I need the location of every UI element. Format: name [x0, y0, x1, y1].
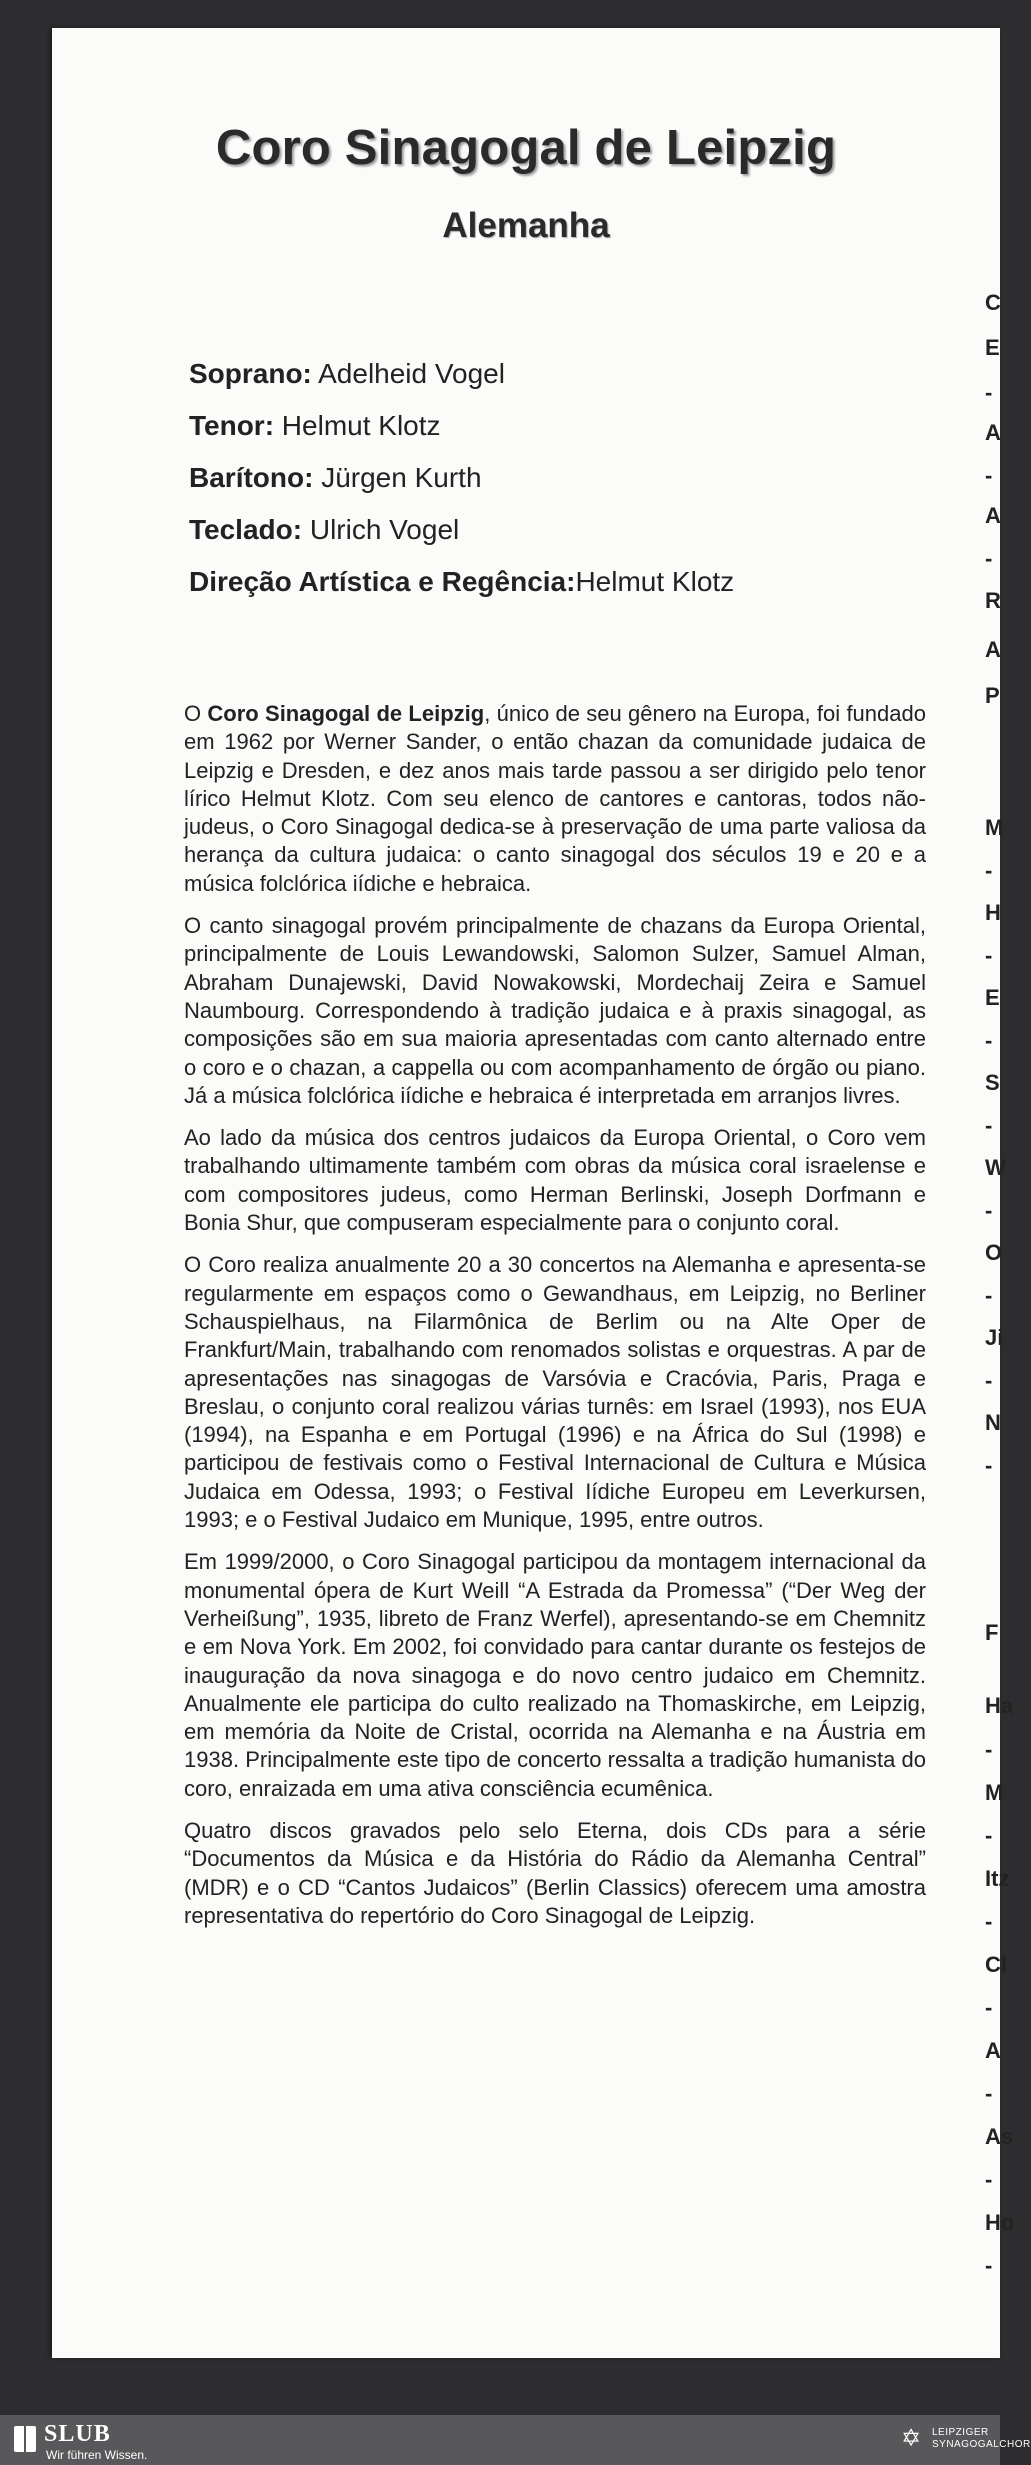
edge-fragment: E [985, 985, 1000, 1010]
cast-role: Soprano: [189, 358, 312, 389]
cast-member: Jürgen Kurth [313, 462, 482, 493]
edge-fragment: - [985, 858, 993, 883]
edge-fragment: C [985, 290, 1001, 315]
edge-fragment: A [985, 420, 1001, 445]
edge-fragment: N [985, 1410, 1001, 1435]
edge-fragment: Ha [985, 1693, 1014, 1718]
document-subtitle: Alemanha [442, 206, 610, 245]
edge-fragment: A [985, 2038, 1001, 2063]
edge-fragment: - [985, 1453, 993, 1478]
edge-fragment: - [985, 546, 993, 571]
choir-logo-line-2: SYNAGOGALCHOR [932, 2439, 1031, 2450]
edge-fragment: Itz [985, 1866, 1010, 1891]
edge-fragment: - [985, 1368, 993, 1393]
cast-role: Tenor: [189, 410, 275, 441]
paragraph-3: Ao lado da música dos centros judaicos da Europa Oriental, o Coro vem trabalhando ultimamente também com obras da música coral israelense e com compositores judeus, como Herman Berlinski, Joseph Dorfmann e Bonia Shur, que compuseram especialmente para o conjunto coral. [184, 1125, 926, 1236]
edge-fragment: F [985, 1620, 999, 1645]
edge-fragment: As [985, 2124, 1014, 2149]
cast-role: Direção Artística e Regência: [189, 566, 576, 597]
edge-fragment: - [985, 1823, 993, 1848]
edge-fragment: A [985, 637, 1001, 662]
edge-fragment: E [985, 335, 1000, 360]
edge-fragment: R [985, 588, 1001, 613]
cast-member: Ulrich Vogel [302, 514, 460, 545]
cast-item-baritone [189, 452, 969, 504]
cast-role: Barítono: [189, 462, 314, 493]
paragraph-4: O Coro realiza anualmente 20 a 30 concertos na Alemanha e apresenta-se regularmente em espaços como o Gewandhaus, em Leipzig, no Berliner Schauspielhaus, na Filarmônica de Berlim ou na Alte Oper de Frankfurt/Main, trabalhando com renomados solistas e orquestras. A par de apresentações nas sinagogas de Varsóvia e Cracóvia, Paris, Praga e Breslau, o conjunto coral realizou várias turnês: em Israel (1993), nos EUA (1994), na Espanha e em Portugal (1996) e na África do Sul (1998) e participou de festivais como o Festival Internacional de Cultura e Música Judaica em Odessa, 1993; o Festival Iídiche Europeu em Leverkursen, 1993; e o Festival Judaico em Munique, 1995, entre outros. [184, 1252, 926, 1533]
paragraph-1-intro: O [184, 701, 208, 726]
paragraph-1-rest: , único de seu gênero na Europa, foi fundado em 1962 por Werner Sander, o então chazan da comunidade judaica de Leipzig e Dresden, e dez anos mais tarde passou a ser dirigido pelo tenor lírico Helmut Klotz. Com seu elenco de cantores e cantoras, todos não-judeus, o Coro Sinagogal dedica-se à preservação de uma parte valiosa da herança da cultura judaica: o canto sinagogal dos séculos 19 e 20 e a música folclórica iídiche e hebraica. [184, 701, 926, 896]
edge-fragment: - [985, 2167, 993, 2192]
cast-role: Teclado: [189, 514, 303, 545]
edge-fragment: M [985, 1780, 1004, 1805]
edge-fragment: - [985, 1995, 993, 2020]
book-icon [14, 2426, 36, 2452]
edge-fragment: - [985, 1909, 993, 1934]
edge-fragment: - [985, 1113, 993, 1138]
choir-logo-line-1: LEIPZIGER [932, 2427, 989, 2438]
cast-item-tenor [189, 400, 969, 452]
paragraph-1 [184, 700, 926, 898]
paragraph-6: Quatro discos gravados pelo selo Eterna, dois CDs para a série “Documentos da Música e da História do Rádio da Alemanha Central” (MDR) e o CD “Cantos Judaicos” (Berlin Classics) oferecem uma amostra representativa do repertório do Coro Sinagogal de Leipzig. [184, 1817, 926, 1928]
library-logo-name[interactable]: SLUB [44, 2421, 111, 2447]
cast-member: Helmut Klotz [575, 566, 735, 597]
edge-fragment: - [985, 463, 993, 488]
menorah-icon: ✡ [900, 2425, 922, 2452]
paragraph-5: Em 1999/2000, o Coro Sinagogal participou da montagem internacional da monumental ópera de Kurt Weill “A Estrada da Promessa” (“Der Weg der Verheißung”, 1935, libreto de Franz Werfel), apresentando-se em Chemnitz e em Nova York. Em 2002, foi convidado para cantar durante os festejos de inauguração da nova sinagoga e do novo centro judaico em Chemnitz. Anualmente ele participa do culto realizado na Thomaskirche, em Leipzig, em memória da Noite de Cristal, ocorrida na Alemanha e na Áustria em 1938. Principalmente este tipo de concerto ressalta a tradição humanista do coro, enraizada em uma ativa consciência ecumênica. [184, 1549, 926, 1801]
cast-member: Adelheid Vogel [311, 358, 505, 389]
document-page [52, 28, 1003, 2358]
viewer-footer [0, 2415, 1031, 2465]
cast-item-keyboard [189, 504, 969, 556]
edge-fragment: W [985, 1155, 1006, 1180]
edge-fragment: - [985, 2081, 993, 2106]
edge-fragment: P [985, 683, 1000, 708]
cast-item-soprano [189, 348, 969, 400]
edge-fragment: Ho [985, 2210, 1015, 2235]
edge-fragment: - [985, 2253, 993, 2278]
edge-fragment: Cl [985, 1952, 1007, 1977]
edge-fragment: O [985, 1240, 1003, 1265]
edge-fragment: - [985, 1198, 993, 1223]
library-tagline: Wir führen Wissen. [46, 2448, 148, 2462]
edge-fragment: M [985, 815, 1004, 840]
edge-fragment: H [985, 900, 1001, 925]
edge-fragment: - [985, 1028, 993, 1053]
edge-fragment: S [985, 1070, 1000, 1095]
edge-fragment: - [985, 1283, 993, 1308]
edge-fragment: - [985, 1737, 993, 1762]
edge-fragment: - [985, 380, 993, 405]
cast-member: Helmut Klotz [274, 410, 441, 441]
choir-logo-text [932, 2427, 1031, 2451]
paragraph-2: O canto sinagogal provém principalmente de chazans da Europa Oriental, principalmente de Louis Lewandowski, Salomon Sulzer, Samuel Alman, Abraham Dunajewski, David Nowakowski, Mordechaij Zeira e Samuel Naumbourg. Correspondendo à tradição judaica e à praxis sinagogal, as composições são em sua maioria apresentadas com canto alternado entre o coro e o chazan, a cappella ou com acompanhamento de órgão ou piano. Já a música folclórica iídiche e hebraica é interpretada em arranjos livres. [184, 913, 926, 1108]
choir-name-highlight: Coro Sinagogal de Leipzig [207, 701, 485, 726]
cast-list [189, 348, 969, 608]
body-text [184, 700, 926, 1944]
document-title: Coro Sinagogal de Leipzig [215, 121, 837, 175]
edge-fragment: Ji [985, 1325, 1004, 1350]
cast-item-direction [189, 556, 969, 608]
edge-fragment: - [985, 943, 993, 968]
edge-fragment: A [985, 503, 1001, 528]
